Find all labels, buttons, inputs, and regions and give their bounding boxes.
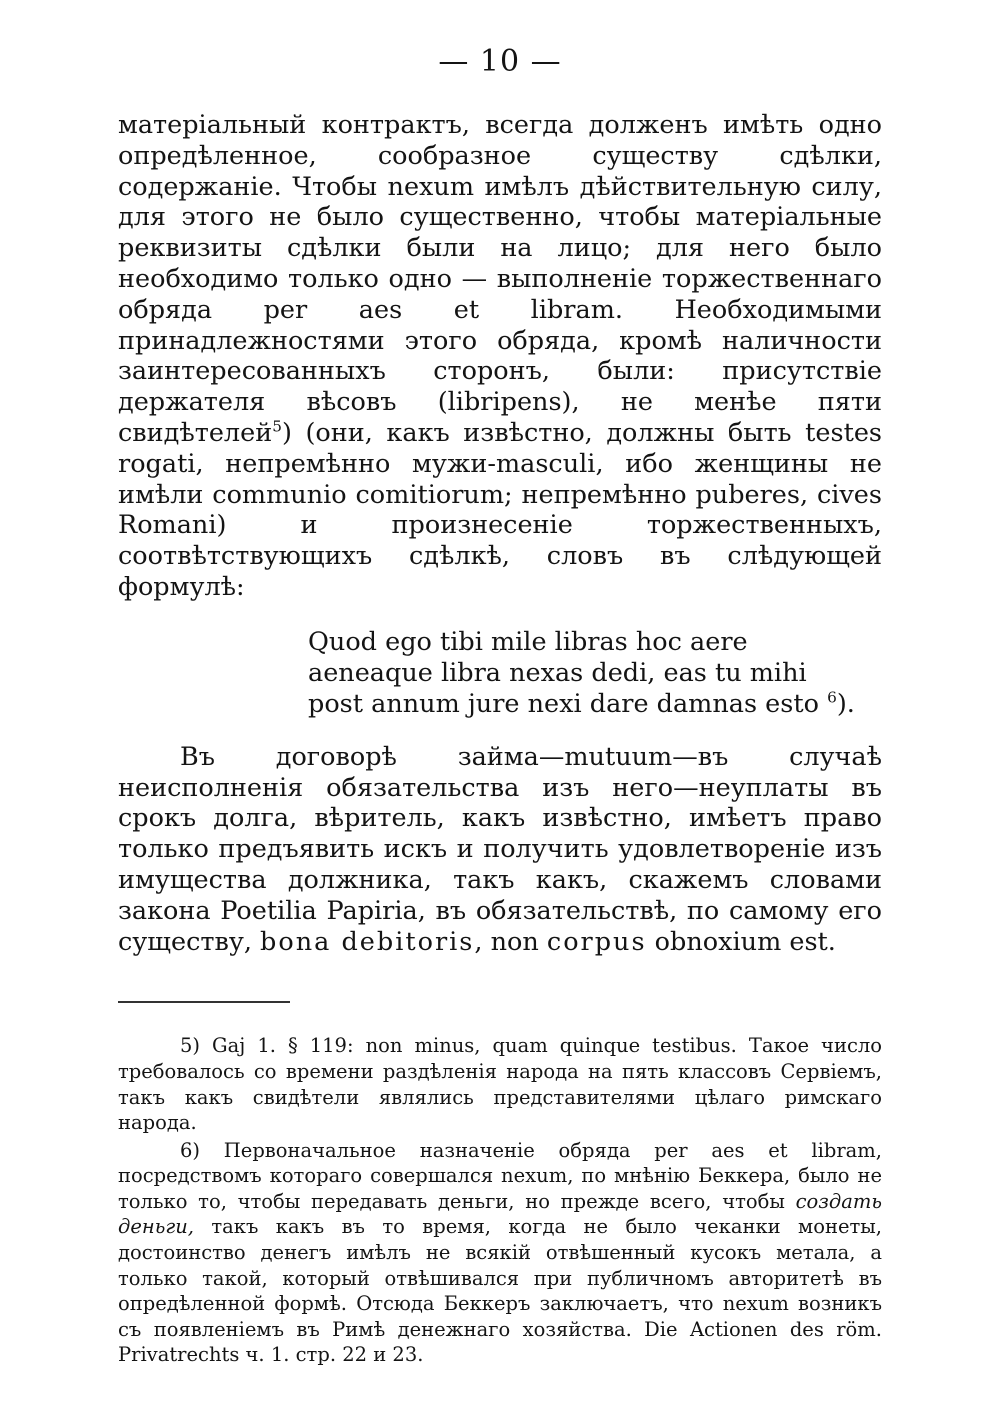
footnote-ref-6[interactable]: 6 bbox=[827, 688, 837, 707]
paragraph-1-text: матеріальный контрактъ, всегда долженъ имѣть одно опредѣленное, сообразное существу сдѣлки, содержаніе. Чтобы nexum имѣлъ дѣйствительную силу, для этого не было существенно, чтобы матеріальные реквизиты сдѣлки были на лицо; для него было необходимо только одно — выполненіе торжественнаго обряда per aes et libram. Необходимыми принадлежностями этого обряда, кромѣ наличности заинтересованныхъ сторонъ, были: присутствіе держателя вѣсовъ (libripens), не менѣе пяти свидѣтелей bbox=[118, 110, 882, 448]
book-page bbox=[118, 40, 882, 1380]
main-text bbox=[118, 110, 882, 957]
quote-line-2: aeneaque libra nexas dedi, eas tu mihi bbox=[308, 657, 807, 688]
quote-line-3 bbox=[308, 689, 882, 720]
footnote-6 bbox=[118, 1138, 882, 1368]
paragraph-2 bbox=[118, 742, 882, 958]
paragraph-2-end: obnoxium est. bbox=[646, 926, 836, 957]
footnote-6-text: 6) Первоначальное назначеніе обряда per aes et libram, посредствомъ котораго совершался nexum, по мнѣнію Беккера, было не только то, чтобы передавать деньги, но прежде всего, чтобы bbox=[118, 1138, 882, 1213]
page-number: — 10 — bbox=[438, 44, 562, 79]
footnote-ref-5[interactable]: 5 bbox=[272, 417, 282, 436]
footnote-divider bbox=[118, 1001, 290, 1003]
latin-formula-quote bbox=[308, 627, 882, 720]
paragraph-2-spaced-2: corpus bbox=[546, 926, 647, 957]
paragraph-1: матеріальный контрактъ, всегда долженъ имѣть одно опредѣленное, сообразное существу сдѣлки, содержаніе. Чтобы nexum имѣлъ дѣйствительную силу, для этого не было существенно, чтобы матеріальные реквизиты сдѣлки были на лицо; для него было необходимо только одно — выполненіе торжественнаго обряда per aes et libram. Необходимыми принадлежностями этого обряда, кромѣ наличности заинтересованныхъ сторонъ, были: присутствіе держателя вѣсовъ (libripens), не менѣе пяти свидѣтелей$^5$) (они, какъ извѣстно, должны быть testes rogati, непремѣнно мужи-masculi, ибо женщины не имѣли communio comitiorum; непремѣнно puberes, cives Romani) и произнесеніе торжественныхъ, соотвѣтствующихъ сдѣлкѣ, словъ въ слѣдующей формулѣ: bbox=[118, 110, 882, 602]
quote-line-3-text: post annum jure nexi dare damnas esto bbox=[308, 688, 819, 719]
quote-line-3-end: ). bbox=[836, 688, 855, 719]
paragraph-2-mid: , non bbox=[474, 926, 547, 957]
footnote-6-continuation: такъ какъ въ то время, когда не было чеканки монеты, достоинство денегъ имѣлъ не всякій отвѣшенный кусокъ метала, а только такой, который отвѣшивался при публичномъ авторитетѣ въ опредѣленной формѣ. Отсюда Беккеръ заключаетъ, что nexum возникъ съ появленіемъ въ Римѣ денежнаго хозяйства. Die Actionen des röm. Privatrechts ч. 1. стр. 22 и 23. bbox=[118, 1215, 882, 1367]
footnote-5: 5) Gaj 1. § 119: non minus, quam quinque testibus. Такое число требовалось со времени раздѣленія народа на пять классовъ Сервіемъ, такъ какъ свидѣтели являлись представителями цѣлаго римскаго народа. bbox=[118, 1034, 882, 1135]
footnote-6-italic: создать деньги, bbox=[118, 1189, 882, 1239]
paragraph-2-text: Въ договорѣ займа—mutuum—въ случаѣ неисполненія обязательства изъ него—неуплаты въ срокъ долга, вѣритель, какъ извѣстно, имѣетъ право только предъявить искъ и получить удовлетвореніе изъ имущества должника, такъ какъ, скажемъ словами закона Poetilia Papiria, въ обязательствѣ, по самому его существу, bbox=[118, 741, 882, 957]
paragraph-1-continuation: (они, какъ извѣстно, должны быть testes rogati, непремѣнно мужи-masculi, ибо женщины не имѣли communio comitiorum; непремѣнно puberes, cives Romani) и произнесеніе торжественныхъ, соотвѣтствующихъ сдѣлкѣ, словъ въ слѣдующей формулѣ: bbox=[118, 417, 882, 602]
paragraph-2-spaced-1: bona debitoris bbox=[260, 926, 475, 957]
quote-line-1: Quod ego tibi mile libras hoc aere bbox=[308, 626, 748, 657]
footnotes bbox=[118, 1033, 882, 1368]
